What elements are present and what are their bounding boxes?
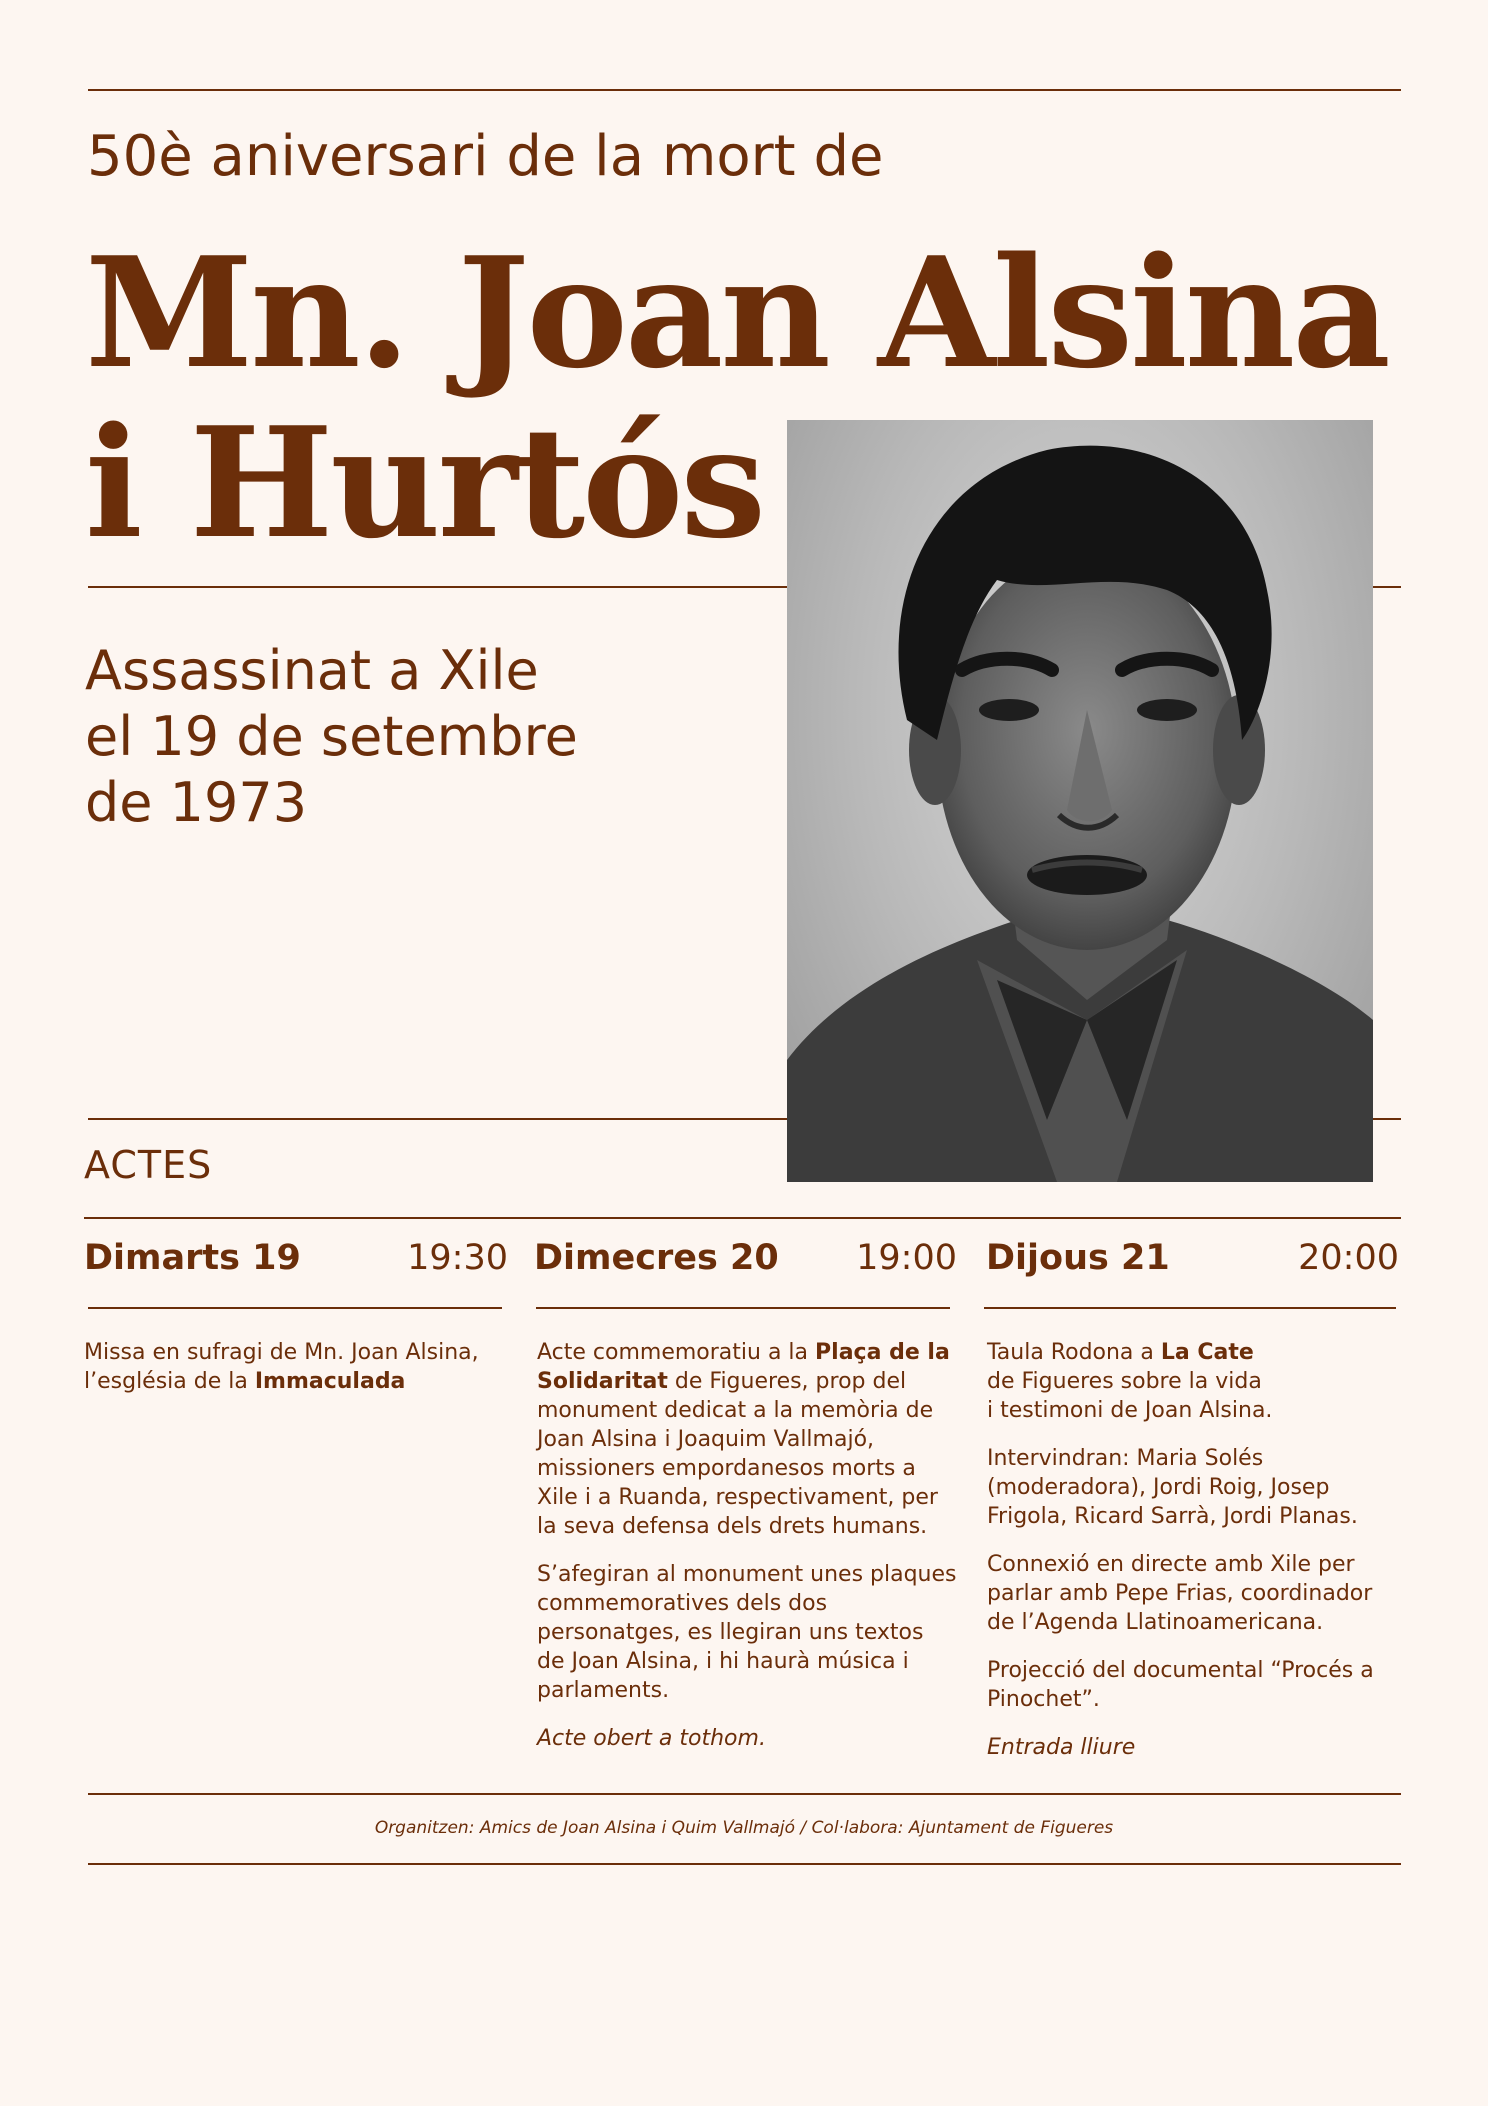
paragraph [987, 1444, 1405, 1531]
column-1-text [84, 1338, 514, 1415]
paragraph [84, 1338, 514, 1396]
day-time: 19:30 [407, 1238, 508, 1278]
text-span: Taula Rodona a [987, 1340, 1161, 1365]
tagline-line-1: Assassinat a Xile [85, 639, 539, 702]
day-time: 20:00 [1298, 1238, 1399, 1278]
tagline [85, 638, 578, 836]
paragraph [537, 1338, 957, 1541]
text-span: Intervindran: Maria Solés (moderadora), Jordi Roig, Josep Frigola, Ricard Sarrà, Jordi Planas. [987, 1446, 1358, 1529]
name-title-line-2: i Hurtós [85, 393, 764, 572]
venue-highlight: La Cate [1160, 1340, 1254, 1365]
tagline-line-3: de 1973 [85, 771, 308, 834]
column-3-rule [984, 1307, 1396, 1309]
venue-highlight: Plaça de la Solidaritat [537, 1340, 950, 1394]
actes-heading: ACTES [84, 1143, 213, 1187]
day-name: Dimarts 19 [84, 1238, 301, 1278]
day-name: Dimecres 20 [534, 1238, 779, 1278]
paragraph [987, 1338, 1405, 1425]
portrait-photo [787, 420, 1373, 1182]
day-header-tuesday [84, 1238, 508, 1284]
paragraph [987, 1550, 1405, 1637]
venue-highlight: Immaculada [254, 1369, 406, 1394]
column-3-text [987, 1338, 1405, 1781]
column-2-rule [536, 1307, 950, 1309]
text-span: Acte commemoratiu a la [537, 1340, 816, 1365]
top-rule [88, 89, 1401, 91]
text-span: S’afegiran al monument unes plaques commemoratives dels dos personatges, es llegiran uns textos de Joan Alsina, i hi haurà música i parlaments. [537, 1562, 957, 1703]
day-header-thursday [986, 1238, 1399, 1284]
day-header-wednesday [534, 1238, 957, 1284]
tagline-line-2: el 19 de setembre [85, 705, 578, 768]
text-span: l’església de la [84, 1369, 255, 1394]
day-name: Dijous 21 [986, 1238, 1170, 1278]
text-span: i testimoni de Joan Alsina. [987, 1398, 1273, 1423]
paragraph [537, 1724, 957, 1753]
text-span: de Figueres sobre la vida [987, 1369, 1262, 1394]
footer-credits: Organitzen: Amics de Joan Alsina i Quim Vallmajó / Col·labora: Ajuntament de Figueres [374, 1818, 1114, 1838]
actes-bottom-rule [84, 1217, 1401, 1219]
paragraph [537, 1560, 957, 1705]
column-1-rule [88, 1307, 502, 1309]
paragraph [987, 1656, 1405, 1714]
footer-bottom-rule [88, 1863, 1401, 1865]
footer-top-rule [88, 1793, 1401, 1795]
column-2-text [537, 1338, 957, 1772]
note-italic: Acte obert a tothom. [537, 1726, 766, 1751]
day-time: 19:00 [856, 1238, 957, 1278]
note-italic: Entrada lliure [987, 1735, 1136, 1760]
subtitle: 50è aniversari de la mort de [87, 124, 884, 189]
name-title-line-1: Mn. Joan Alsina [85, 223, 1388, 402]
text-span: Projecció del documental “Procés a Pinochet”. [987, 1658, 1374, 1712]
paragraph [987, 1733, 1405, 1762]
text-span: Missa en sufragi de Mn. Joan Alsina, [84, 1340, 479, 1365]
text-span: de Figueres, prop del monument dedicat a la memòria de Joan Alsina i Joaquim Vallmajó, missioners empordanesos morts a Xile i a Ruanda, respectivament, per la seva defensa dels drets humans. [537, 1369, 938, 1539]
text-span: Connexió en directe amb Xile per parlar amb Pepe Frias, coordinador de l’Agenda Llatinoamericana. [987, 1552, 1373, 1635]
